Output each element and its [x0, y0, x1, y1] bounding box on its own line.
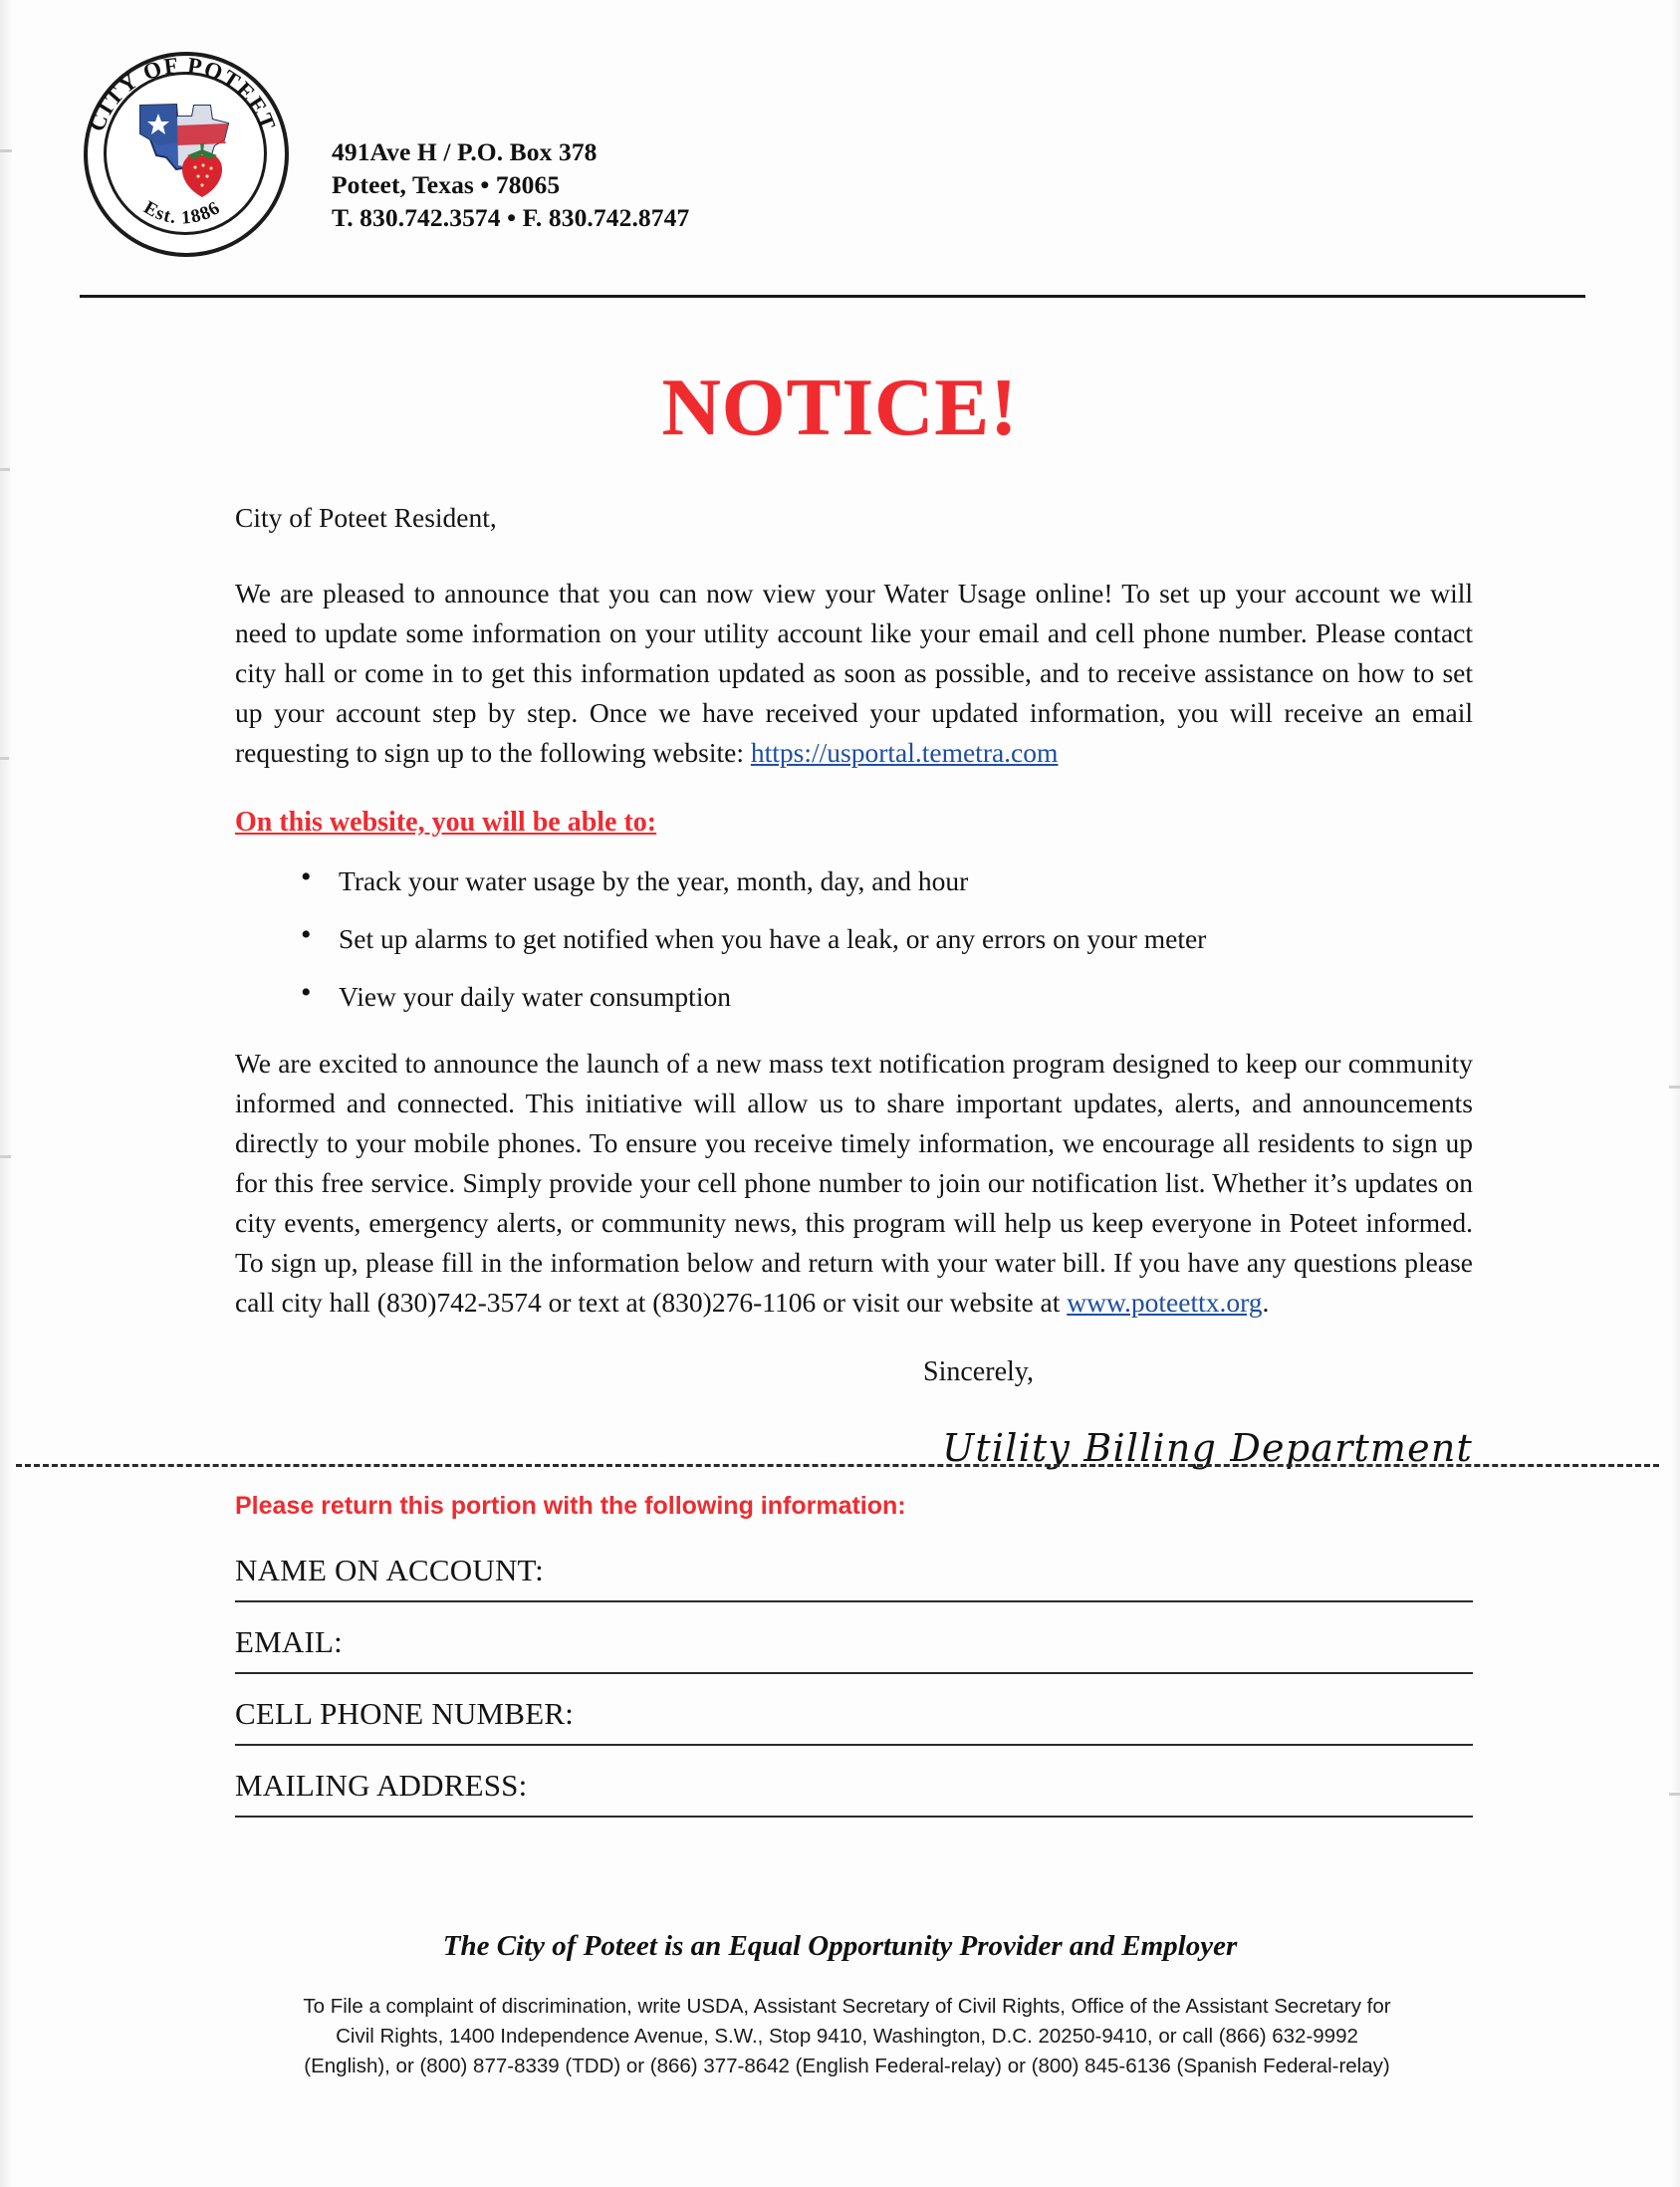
letterhead [80, 40, 1593, 289]
field-name-on-account[interactable] [235, 1549, 1473, 1602]
page-title: NOTICE! [661, 362, 1019, 452]
field-label: NAME ON ACCOUNT: [235, 1553, 544, 1587]
portal-link[interactable]: https://usportal.temetra.com [750, 737, 1059, 768]
intro-paragraph-text: We are pleased to announce that you can now view your Water Usage online! To set up your account we will need to update some information on your utility account like your email and cell phone number. Please contact city hall or come in to get this information updated as soon as possible, and to receive assistance on how to set up your account step by step. Once we have received your updated information, you will receive an email requesting to sign up to the following website: [235, 578, 1473, 768]
letter-body [235, 498, 1473, 1468]
seal-top-label: CITY OF POTEET [84, 52, 281, 135]
return-portion-heading: Please return this portion with the following information: [235, 1492, 906, 1520]
field-write-line[interactable] [235, 1816, 1473, 1818]
field-write-line[interactable] [235, 1744, 1473, 1746]
list-item: • Set up alarms to get notified when you have a leak, or any errors on your meter [301, 922, 1473, 956]
address-line-2: Poteet, Texas • 78065 [332, 170, 561, 199]
scan-artifact [0, 468, 10, 471]
field-mailing-address[interactable] [235, 1764, 1473, 1818]
sincerely-line: Sincerely, [923, 1356, 1034, 1387]
tear-off-dashed-line [16, 1464, 1659, 1467]
text-program-paragraph [235, 1044, 1473, 1323]
field-label: MAILING ADDRESS: [235, 1768, 528, 1803]
text-program-text: We are excited to announce the launch of a new mass text notification program designed to keep our community informed and connected. This initiative will allow us to share important updates, alerts, and announcements directly to your mobile phones. To ensure you receive timely information, we encourage all residents to sign up for this free service. Simply provide your cell phone number to join our notification list. Whether it’s updates on city events, emergency alerts, or community news, this program will help us keep everyone in Poteet informed. To sign up, please fill in the information below and return with your water bill. If you have any questions please call city hall (830)742-3574 or text at (830)276-1106 or visit our website at [235, 1048, 1473, 1318]
fine-print-line-2: Civil Rights, 1400 Independence Avenue, S.W., Stop 9410, Washington, D.C. 20250-9410, or call (866) 632-9992 [336, 2025, 1358, 2048]
field-cell-phone-number[interactable] [235, 1692, 1473, 1746]
field-label: CELL PHONE NUMBER: [235, 1696, 575, 1731]
city-seal [80, 48, 289, 257]
field-label: EMAIL: [235, 1624, 343, 1659]
field-write-line[interactable] [235, 1672, 1473, 1674]
scan-edge-left [0, 0, 14, 2187]
equal-opportunity-statement: The City of Poteet is an Equal Opportunity Provider and Employer [442, 1930, 1238, 1962]
fine-print-line-1: To File a complaint of discrimination, write USDA, Assistant Secretary of Civil Rights, Office of the Assistant Secretary for [303, 1995, 1391, 2018]
usda-fine-print [227, 1992, 1467, 2081]
list-item: • Track your water usage by the year, month, day, and hour [301, 864, 1473, 898]
scan-artifact [0, 1155, 11, 1158]
text-program-text-end: . [1262, 1287, 1270, 1318]
scan-artifact [0, 149, 12, 152]
address-block [332, 135, 689, 234]
website-abilities-list [235, 864, 1473, 1014]
scan-artifact [1669, 1793, 1680, 1796]
field-email[interactable] [235, 1620, 1473, 1674]
city-website-link[interactable]: www.poteettx.org [1067, 1287, 1263, 1318]
strawberry-icon [175, 139, 229, 199]
website-abilities-heading: On this website, you will be able to: [235, 807, 657, 838]
scan-artifact [0, 757, 9, 760]
address-line-3: T. 830.742.3574 • F. 830.742.8747 [332, 203, 690, 232]
intro-paragraph [235, 574, 1473, 773]
seal-bottom-label: Est. 1886 [139, 197, 225, 229]
field-write-line[interactable] [235, 1600, 1473, 1602]
scan-edge-right [1670, 0, 1680, 2187]
return-portion [235, 1492, 1473, 1835]
fine-print-line-3: (English), or (800) 877-8339 (TDD) or (866) 377-8642 (English Federal-relay) or (800) 845-6136 (Spanish Federal-relay) [304, 2055, 1390, 2077]
address-line-1: 491Ave H / P.O. Box 378 [332, 137, 598, 166]
scan-artifact [1669, 1086, 1680, 1089]
svg-text:Est. 1886 [140, 197, 225, 229]
salutation: City of Poteet Resident, [235, 502, 497, 533]
list-item: • View your daily water consumption [301, 980, 1473, 1014]
signature-line: Utility Billing Department [942, 1426, 1473, 1470]
header-divider [80, 295, 1585, 298]
